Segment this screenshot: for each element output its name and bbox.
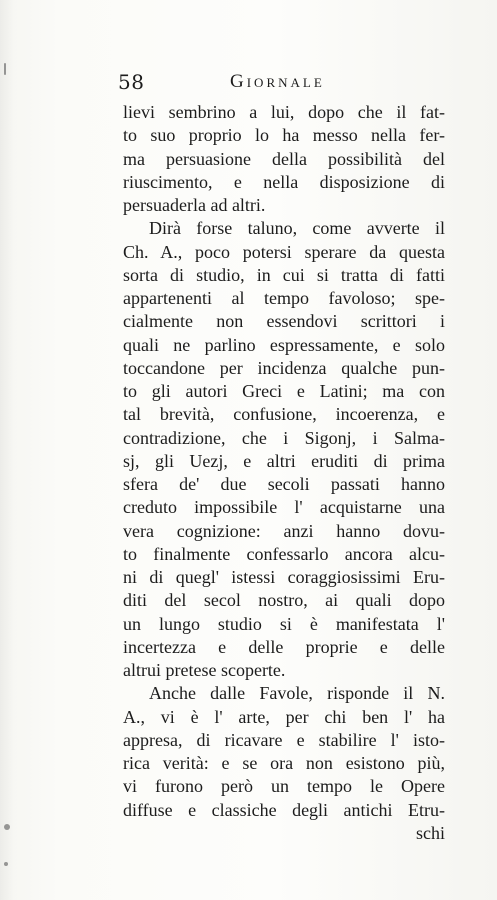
text-line: Ch. A., poco potersi sperare da questa [123,241,445,262]
page-number: 58 [118,70,145,94]
text-line: creduto impossibile l' acquistarne una [123,497,445,518]
text-line: vera cognizione: anzi hanno dovu- [123,520,445,541]
text-line: ma persuasione della possibilità del [123,148,445,169]
scan-mark [4,63,6,75]
text-line: rica verità: e se ora non esistono più, [123,753,445,773]
text-line: cialmente non essendovi scrittori i [123,311,445,332]
scan-mark [4,824,10,830]
text-line: appartenenti al tempo favoloso; spe- [123,288,445,308]
text-line: contradizione, che i Sigonj, i Salma- [123,427,445,448]
page-header [118,70,390,96]
text-line: sj, gli Uezj, e altri eruditi di prima [123,450,445,471]
text-line: riuscimento, e nella disposizione di [123,171,445,192]
text-line: tal brevità, confusione, incoerenza, e [123,404,445,425]
text-line: to finalmente confessarlo ancora alcu- [123,543,445,564]
text-line: toccandone per incidenza qualche pun- [123,357,445,378]
text-line: quali ne parlino espressamente, e solo [123,334,445,355]
text-line: altrui pretese scoperte. [123,660,286,680]
text-line: sfera de' due secoli passati hanno [123,474,445,494]
text-line: A., vi è l' arte, per chi ben l' ha [123,706,445,727]
text-line: incertezza e delle proprie e delle [123,636,445,657]
text-line: diffuse e classiche degli antichi Etru- [123,799,445,820]
catchword: schi [416,822,445,843]
text-line: to suo proprio lo ha messo nella fer- [123,125,445,146]
body-text [123,101,445,845]
paragraph-start-line: Anche dalle Favole, risponde il N. [149,683,445,704]
scan-mark [4,862,8,866]
text-line: sorta di studio, in cui si tratta di fatti [123,264,445,285]
page-gutter-shadow [0,0,14,900]
text-line: ni di quegl' istessi coraggiosissimi Eru- [123,567,445,587]
text-line: persuaderla ad altri. [123,195,266,215]
running-head: Giornale [230,71,325,92]
text-line: vi furono però un tempo le Opere [123,776,445,797]
text-line: lievi sembrino a lui, dopo che il fat- [123,102,445,122]
text-line: diti del secol nostro, ai quali dopo [123,590,445,611]
text-line: to gli autori Greci e Latini; ma con [123,381,445,401]
text-line: un lungo studio si è manifestata l' [123,613,445,634]
paragraph-start-line: Dirà forse taluno, come avverte il [149,218,445,239]
text-line: appresa, di ricavare e stabilire l' isto- [123,729,445,750]
